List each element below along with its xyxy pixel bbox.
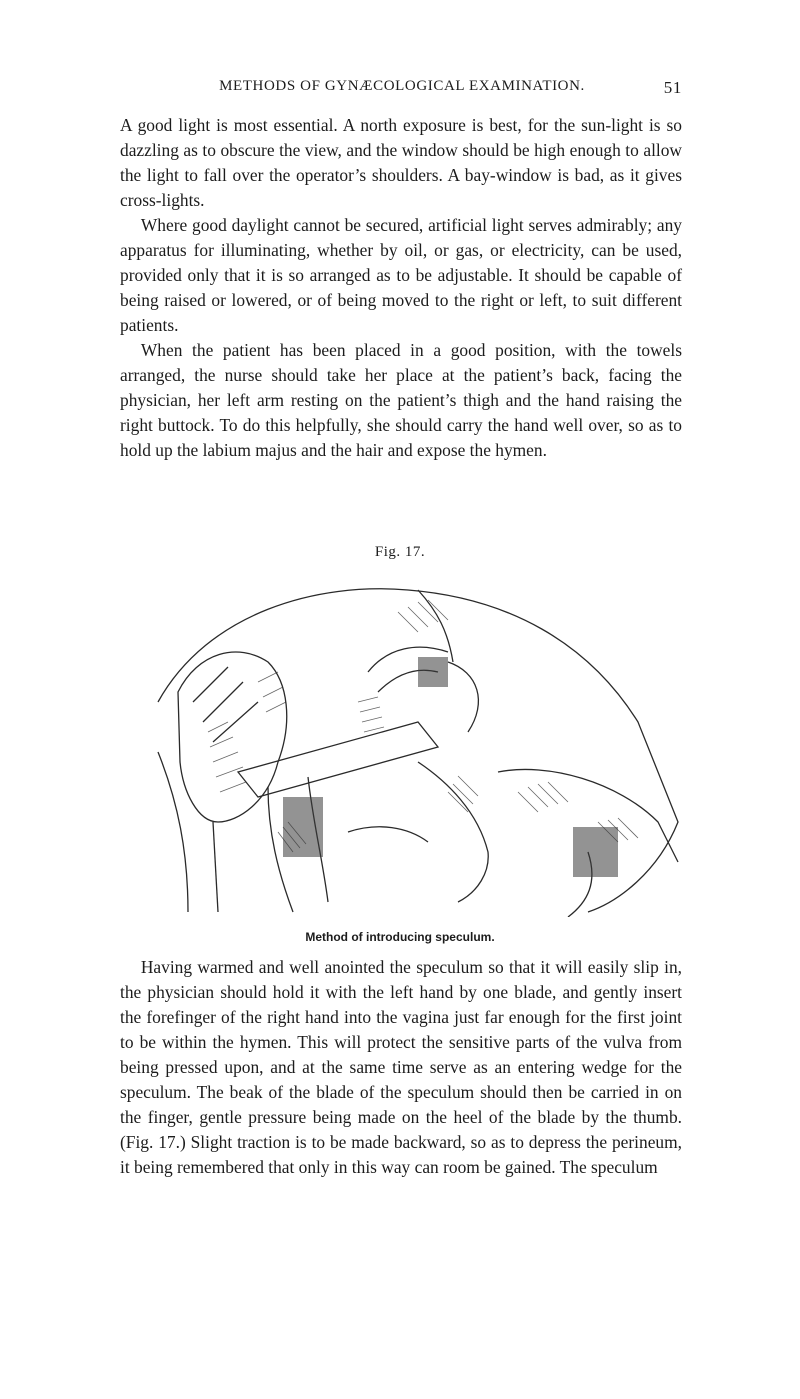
- figure-illustration: [118, 572, 684, 917]
- paragraph-speculum-insertion: Having warmed and well anointed the speculum so that it will easily slip in, the physician should hold it with the left hand by one blade, and gently insert the forefinger of the right hand into the vagina just far enough for the first joint to be within the hymen. This will protect the sensitive parts of the vulva from being pressed upon, and at the same time serve as an entering wedge for the speculum. The beak of the blade of the speculum should then be carried in on the finger, gentle pressure being made on the heel of the blade by the thumb. (Fig. 17.) Slight traction is to be made backward, so as to depress the perineum, it being remembered that only in this way can room be gained. The speculum: [120, 957, 682, 1177]
- paragraph-lighting: A good light is most essential. A north exposure is best, for the sun-light is so dazzling as to obscure the view, and the window should be high enough to allow the light to fall over the operator’s shoulders. A bay-window is bad, as it gives cross-lights.: [120, 115, 682, 210]
- paragraph-nurse-position: When the patient has been placed in a good position, with the towels arranged, the nurse should take her place at the patient’s back, facing the physician, her left arm resting on the patient’s thigh and the hand raising the right buttock. To do this helpfully, she should carry the hand well over, so as to hold up the labium majus and the hair and expose the hymen.: [120, 340, 682, 460]
- page-number: 51: [663, 78, 682, 97]
- speculum-engraving: [118, 572, 684, 917]
- running-title: METHODS OF GYNÆCOLOGICAL EXAMINATION.: [219, 78, 585, 94]
- figure-caption: Method of introducing speculum.: [305, 930, 495, 944]
- paragraph-artificial-light: Where good daylight cannot be secured, artificial light serves admirably; any apparatus for illuminating, whether by oil, or gas, or electricity, can be used, provided only that it is so arranged as to be adjustable. It should be capable of being raised or lowered, or of being moved to the right or left, to suit different patients.: [120, 215, 682, 335]
- figure-label: Fig. 17.: [374, 544, 426, 560]
